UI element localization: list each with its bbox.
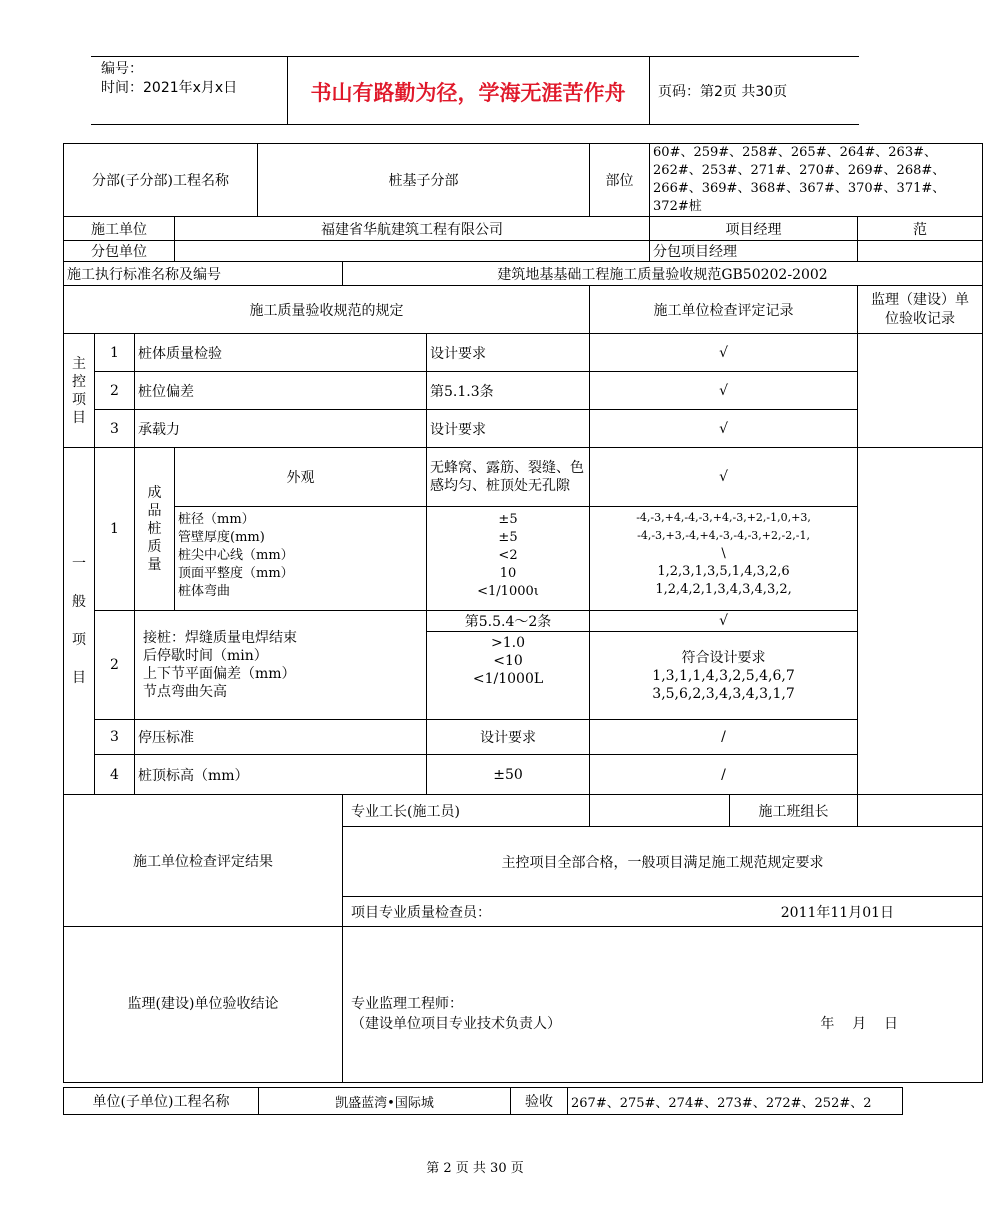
main-item-name: 桩体质量检验: [135, 334, 427, 372]
general-item-name: 停压标准: [135, 720, 427, 755]
header-divider: [649, 57, 650, 124]
next-form-header: [63, 1087, 903, 1115]
main-item-requirement: 第5.1.3条: [427, 372, 590, 410]
page-header: [91, 56, 859, 125]
pile-dimension-requirements: [427, 507, 590, 611]
general-items-label: 一般项目: [64, 448, 95, 795]
pile-dimension-label: 桩尖中心线（mm）: [178, 548, 294, 563]
general-items-supervision-cell: [858, 448, 983, 795]
supervision-conclusion-cell: [343, 927, 983, 1083]
general-item-record: /: [590, 755, 858, 795]
pile-splice-record: 3,5,6,2,3,4,3,4,3,1,7: [652, 685, 795, 702]
main-item-record: √: [590, 334, 858, 372]
location-label: 部位: [590, 144, 650, 217]
standard-label: 施工执行标准名称及编号: [64, 262, 343, 286]
pile-dimension-label: 管壁厚度(mm): [178, 530, 265, 545]
subcontractor-value: [175, 241, 650, 262]
supervision-conclusion-label: 监理(建设)单位验收结论: [64, 927, 343, 1083]
pile-splice-requirement: <1/1000L: [472, 671, 544, 687]
pile-dimension-record: 1,2,4,2,1,3,4,3,4,3,2,: [655, 582, 792, 597]
appearance-record: √: [590, 448, 858, 507]
number-label: 编号：: [101, 61, 143, 77]
main-item-record: √: [590, 410, 858, 448]
inspection-date: 2011年11月01日: [780, 904, 895, 921]
main-item-record: √: [590, 372, 858, 410]
pile-dimension-labels: [175, 507, 427, 611]
pile-splice-label: 节点弯曲矢高: [143, 684, 227, 700]
general-item-no: 3: [95, 720, 135, 755]
pile-splice-requirement: >1.0: [491, 635, 526, 651]
pile-splice-record: 1,3,1,1,4,3,2,5,4,6,7: [652, 667, 795, 684]
main-item-name: 承载力: [135, 410, 427, 448]
pile-splice-records: [590, 632, 858, 720]
pile-dimension-requirement: <1/1000ι: [477, 584, 539, 599]
column-supervision: 监理（建设）单位验收记录: [858, 286, 983, 334]
unit-project-value: 凯盛蓝湾•国际城: [259, 1088, 511, 1115]
general-item-no: 2: [95, 611, 135, 720]
general-item-record: /: [590, 720, 858, 755]
pile-splice-requirement: <10: [493, 653, 523, 669]
column-spec: 施工质量验收规范的规定: [64, 286, 590, 334]
sub-project-label: 分部(子分部)工程名称: [64, 144, 258, 217]
appearance-requirement: 无蜂窝、露筋、裂缝、色感均匀、桩顶处无孔隙: [427, 448, 590, 507]
team-leader-value: [858, 795, 983, 827]
pile-splice-label: 接桩：焊缝质量电焊结束: [143, 630, 297, 646]
manager-label: 项目经理: [650, 217, 858, 241]
pile-splice-record-top: √: [590, 611, 858, 632]
column-check: 施工单位检查评定记录: [590, 286, 858, 334]
contractor-value: 福建省华航建筑工程有限公司: [175, 217, 650, 241]
inspection-form: [63, 143, 983, 1083]
general-item-no: 1: [95, 448, 135, 611]
motto: 书山有路勤为径，学海无涯苦作舟: [310, 81, 626, 105]
supervision-date-blank: 年 月 日: [820, 1015, 899, 1032]
subcontractor-label: 分包单位: [64, 241, 175, 262]
main-item-no: 3: [95, 410, 135, 448]
main-items-label: 主控项目: [64, 334, 95, 448]
manager-value: 范: [858, 217, 983, 241]
pile-dimension-requirement: <2: [498, 548, 518, 563]
inspector-label: 项目专业质量检查员：: [351, 904, 491, 921]
inspection-conclusion: 主控项目全部合格，一般项目满足施工规范规定要求: [343, 827, 983, 897]
pile-splice-requirements: [427, 632, 590, 720]
acceptance-value: 267#、275#、274#、273#、272#、252#、2: [568, 1088, 903, 1115]
main-item-no: 2: [95, 372, 135, 410]
pile-dimension-record: -4,-3,+4,-4,-3,+4,-3,+2,-1,0,+3,: [636, 511, 811, 524]
unit-project-label: 单位(子单位)工程名称: [64, 1088, 259, 1115]
standard-value: 建筑地基基础工程施工质量验收规范GB50202-2002: [343, 262, 983, 286]
pile-splice-labels: [135, 611, 427, 720]
page-label: 页码：第2页 共30页: [658, 84, 788, 100]
pile-dimension-requirement: 10: [499, 566, 517, 581]
appearance-label: 外观: [175, 448, 427, 507]
pile-dimension-requirement: ±5: [498, 530, 518, 545]
finished-pile-quality-label: 成品桩质量: [135, 448, 175, 611]
general-item-no: 4: [95, 755, 135, 795]
sub-project-value: 桩基子分部: [258, 144, 590, 217]
supervising-engineer-label: 专业监理工程师：: [351, 995, 463, 1012]
pile-dimension-requirement: ±5: [498, 512, 518, 527]
pile-dimension-record: 1,2,3,1,3,5,1,4,3,2,6: [657, 564, 790, 579]
pile-splice-label: 上下节平面偏差（mm）: [143, 666, 296, 682]
header-meta: [101, 60, 237, 98]
pile-dimension-records: [590, 507, 858, 611]
pile-dimension-label: 桩体弯曲: [178, 584, 231, 599]
foreman-label: 专业工长(施工员): [343, 795, 590, 827]
pile-dimension-label: 顶面平整度（mm）: [178, 566, 294, 581]
main-item-name: 桩位偏差: [135, 372, 427, 410]
page-footer: 第 2 页 共 30 页: [426, 1161, 524, 1176]
pile-dimension-record: -4,-3,+3,-4,+4,-3,-4,-3,+2,-2,-1,: [637, 529, 810, 542]
main-item-requirement: 设计要求: [427, 334, 590, 372]
general-item-requirement: ±50: [427, 755, 590, 795]
general-item-name: 桩顶标高（mm）: [135, 755, 427, 795]
main-items-supervision-cell: [858, 334, 983, 448]
sub-manager-value: [858, 241, 983, 262]
owner-tech-lead-label: （建设单位项目专业技术负责人）: [351, 1015, 561, 1032]
time-label: 时间：2021年x月x日: [101, 80, 238, 96]
pile-dimension-label: 桩径（mm）: [178, 512, 255, 527]
foreman-value: [590, 795, 730, 827]
main-item-requirement: 设计要求: [427, 410, 590, 448]
contractor-label: 施工单位: [64, 217, 175, 241]
contractor-result-label: 施工单位检查评定结果: [64, 795, 343, 927]
pile-dimension-record: \: [721, 546, 726, 561]
main-item-no: 1: [95, 334, 135, 372]
acceptance-label: 验收: [511, 1088, 568, 1115]
team-leader-label: 施工班组长: [730, 795, 858, 827]
pile-splice-requirement-top: 第5.5.4～2条: [427, 611, 590, 632]
general-item-requirement: 设计要求: [427, 720, 590, 755]
pile-splice-record: 符合设计要求: [681, 649, 766, 666]
owner-tech-lead-row: [351, 1014, 974, 1034]
inspector-row: [343, 897, 983, 927]
sub-manager-label: 分包项目经理: [650, 241, 858, 262]
pile-splice-label: 后停歇时间（min）: [143, 648, 268, 664]
location-value: 60#、259#、258#、265#、264#、263#、262#、253#、271#、270#、269#、268#、266#、369#、368#、367#、370#、371#、372#桩: [650, 144, 983, 217]
